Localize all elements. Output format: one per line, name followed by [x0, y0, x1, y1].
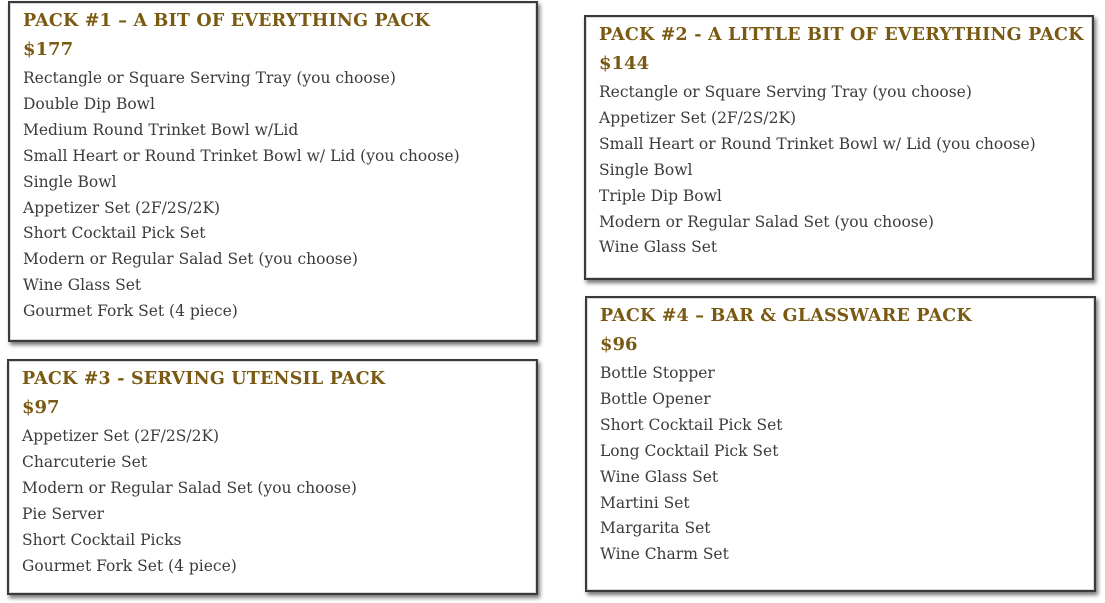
pack-3-box: [7, 359, 538, 595]
pack-2-item: Triple Dip Bowl: [599, 186, 722, 205]
pack-2-box: [584, 15, 1094, 280]
pack-1-item: Rectangle or Square Serving Tray (you choose): [23, 69, 396, 87]
pack-4-price: $96: [600, 334, 638, 355]
pack-1-item: Medium Round Trinket Bowl w/Lid: [23, 120, 299, 139]
pack-2-item: Appetizer Set (2F/2S/2K): [599, 108, 797, 127]
pack-2-price: $144: [599, 53, 650, 74]
pack-4-item: Bottle Stopper: [600, 364, 715, 382]
pack-3-item: Pie Server: [22, 504, 105, 523]
pack-2-title: PACK #2 - A LITTLE BIT OF EVERYTHING PACK: [599, 25, 1084, 45]
pack-4-box: [585, 296, 1096, 592]
pack-4-item: Wine Glass Set: [600, 467, 719, 486]
pack-3-item: Charcuterie Set: [22, 452, 148, 471]
pack-1-item: Wine Glass Set: [23, 276, 142, 295]
pack-1-item: Short Cocktail Pick Set: [23, 224, 206, 243]
pack-3-item: Appetizer Set (2F/2S/2K): [22, 427, 220, 445]
pack-4-item: Bottle Opener: [600, 389, 711, 408]
pack-1-item: Appetizer Set (2F/2S/2K): [23, 198, 221, 217]
pack-3-price: $97: [22, 397, 60, 418]
pack-4-item: Wine Charm Set: [600, 545, 729, 564]
pack-3-item: Short Cocktail Picks: [22, 530, 182, 549]
pack-3-item: Modern or Regular Salad Set (you choose): [22, 478, 357, 497]
pack-1-title: PACK #1 – A BIT OF EVERYTHING PACK: [23, 11, 430, 31]
pack-4-item: Short Cocktail Pick Set: [600, 415, 783, 434]
pack-2-item: Wine Glass Set: [599, 238, 718, 257]
pack-3-title: PACK #3 - SERVING UTENSIL PACK: [22, 369, 386, 389]
pack-1-item: Double Dip Bowl: [23, 94, 155, 113]
pack-2-item: Modern or Regular Salad Set (you choose): [599, 212, 934, 231]
pack-2-item: Single Bowl: [599, 160, 693, 179]
pack-1-item: Modern or Regular Salad Set (you choose): [23, 250, 358, 269]
pack-3-item: Gourmet Fork Set (4 piece): [22, 556, 237, 575]
pack-1-price: $177: [23, 39, 74, 60]
pack-4-title: PACK #4 – BAR & GLASSWARE PACK: [600, 306, 972, 326]
pack-4-item: Long Cocktail Pick Set: [600, 441, 779, 460]
pack-1-item: Small Heart or Round Trinket Bowl w/ Lid (you choose): [23, 146, 460, 165]
pack-1-item: Gourmet Fork Set (4 piece): [23, 302, 238, 321]
pack-2-item: Small Heart or Round Trinket Bowl w/ Lid (you choose): [599, 134, 1036, 153]
pack-1-box: [8, 1, 538, 342]
pack-1-item: Single Bowl: [23, 172, 117, 191]
pack-2-item: Rectangle or Square Serving Tray (you choose): [599, 83, 972, 101]
pack-4-item: Martini Set: [600, 493, 690, 512]
pack-4-item: Margarita Set: [600, 519, 711, 538]
